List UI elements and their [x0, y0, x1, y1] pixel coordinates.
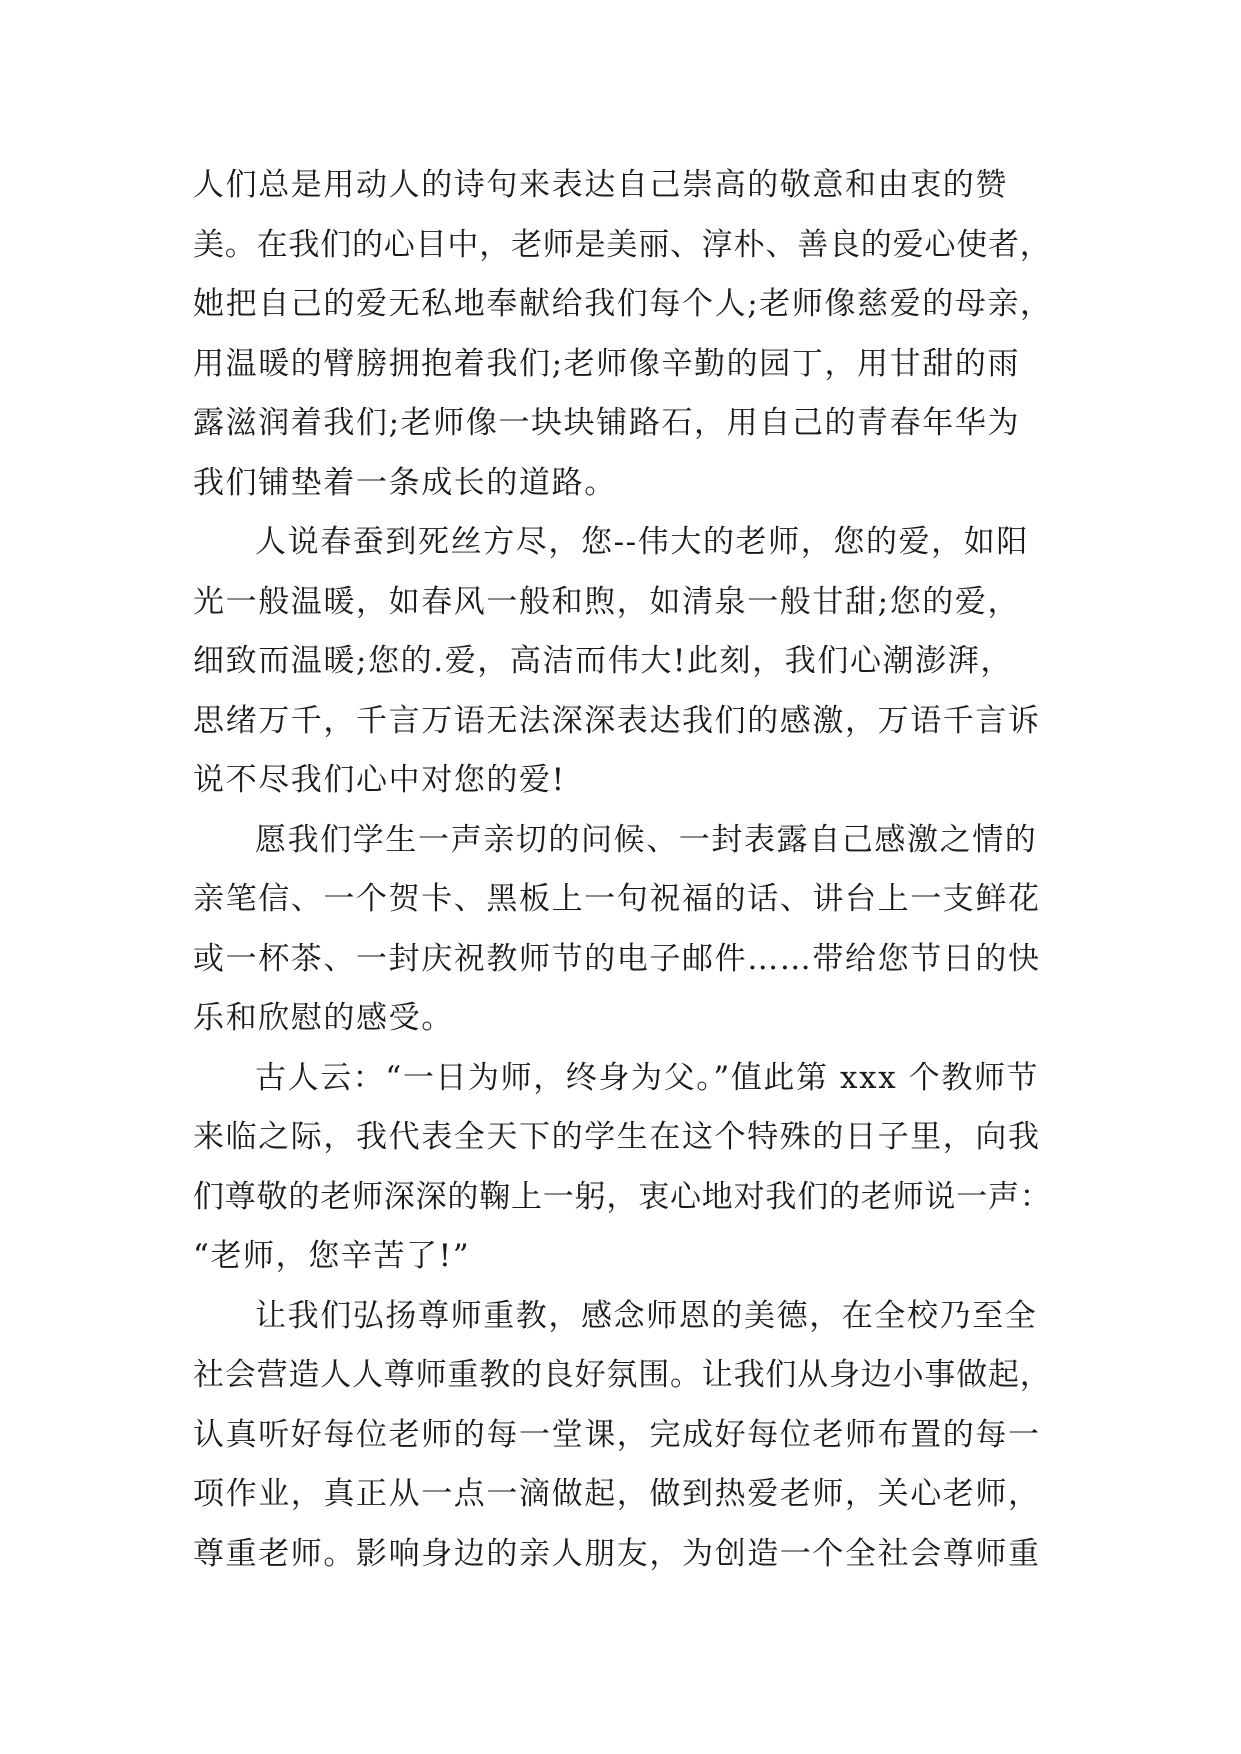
text-line: 或一杯茶、一封庆祝教师节的电子邮件……带给您节日的快 [193, 940, 1041, 977]
text-line: “老师，您辛苦了!” [193, 1238, 471, 1274]
text-line: 认真听好每位老师的每一堂课，完成好每位老师布置的每一 [193, 1416, 1041, 1453]
text-line: 细致而温暖;您的.爱，高洁而伟大!此刻，我们心潮澎湃， [193, 643, 1013, 679]
text-line: 项作业，真正从一点一滴做起，做到热爱老师，关心老师， [193, 1476, 1041, 1512]
text-line: 们尊敬的老师深深的鞠上一躬，衷心地对我们的老师说一声： [193, 1178, 1052, 1215]
body-text [193, 156, 1053, 1584]
text-line: 她把自己的爱无私地奉献给我们每个人;老师像慈爱的母亲， [193, 286, 1053, 322]
text-line: 人说春蚕到死丝方尽，您--伟大的老师，您的爱，如阳 [255, 524, 1029, 560]
text-line: 说不尽我们心中对您的爱! [193, 762, 566, 798]
text-line: 美。在我们的心目中，老师是美丽、淳朴、善良的爱心使者， [193, 226, 1052, 263]
text-line: 乐和欣慰的感受。 [193, 1000, 454, 1036]
text-line: 人们总是用动人的诗句来表达自己崇高的敬意和由衷的赞 [193, 167, 1008, 203]
text-line: 让我们弘扬尊师重教，感念师恩的美德，在全校乃至全 [255, 1297, 1038, 1334]
text-line: 来临之际，我代表全天下的学生在这个特殊的日子里，向我 [193, 1119, 1041, 1155]
text-line: 尊重老师。影响身边的亲人朋友，为创造一个全社会尊师重 [193, 1535, 1041, 1572]
text-line: 社会营造人人尊师重教的良好氛围。让我们从身边小事做起， [193, 1357, 1052, 1393]
text-line: 露滋润着我们;老师像一块块铺路石，用自己的青春年华为 [193, 405, 1021, 441]
text-line: 亲笔信、一个贺卡、黑板上一句祝福的话、讲台上一支鲜花 [193, 881, 1041, 917]
text-line: 光一般温暖，如春风一般和煦，如清泉一般甘甜;您的爱， [193, 583, 1021, 620]
text-line: 思绪万千，千言万语无法深深表达我们的感激，万语千言诉 [193, 702, 1041, 739]
text-line: 我们铺垫着一条成长的道路。 [193, 464, 617, 501]
text-line: 古人云：“一日为师，终身为父。”值此第 xxx 个教师节 [255, 1059, 1040, 1096]
text-line: 愿我们学生一声亲切的问候、一封表露自己感激之情的 [255, 821, 1038, 858]
text-line: 用温暖的臂膀拥抱着我们;老师像辛勤的园丁，用甘甜的雨 [193, 345, 1021, 382]
